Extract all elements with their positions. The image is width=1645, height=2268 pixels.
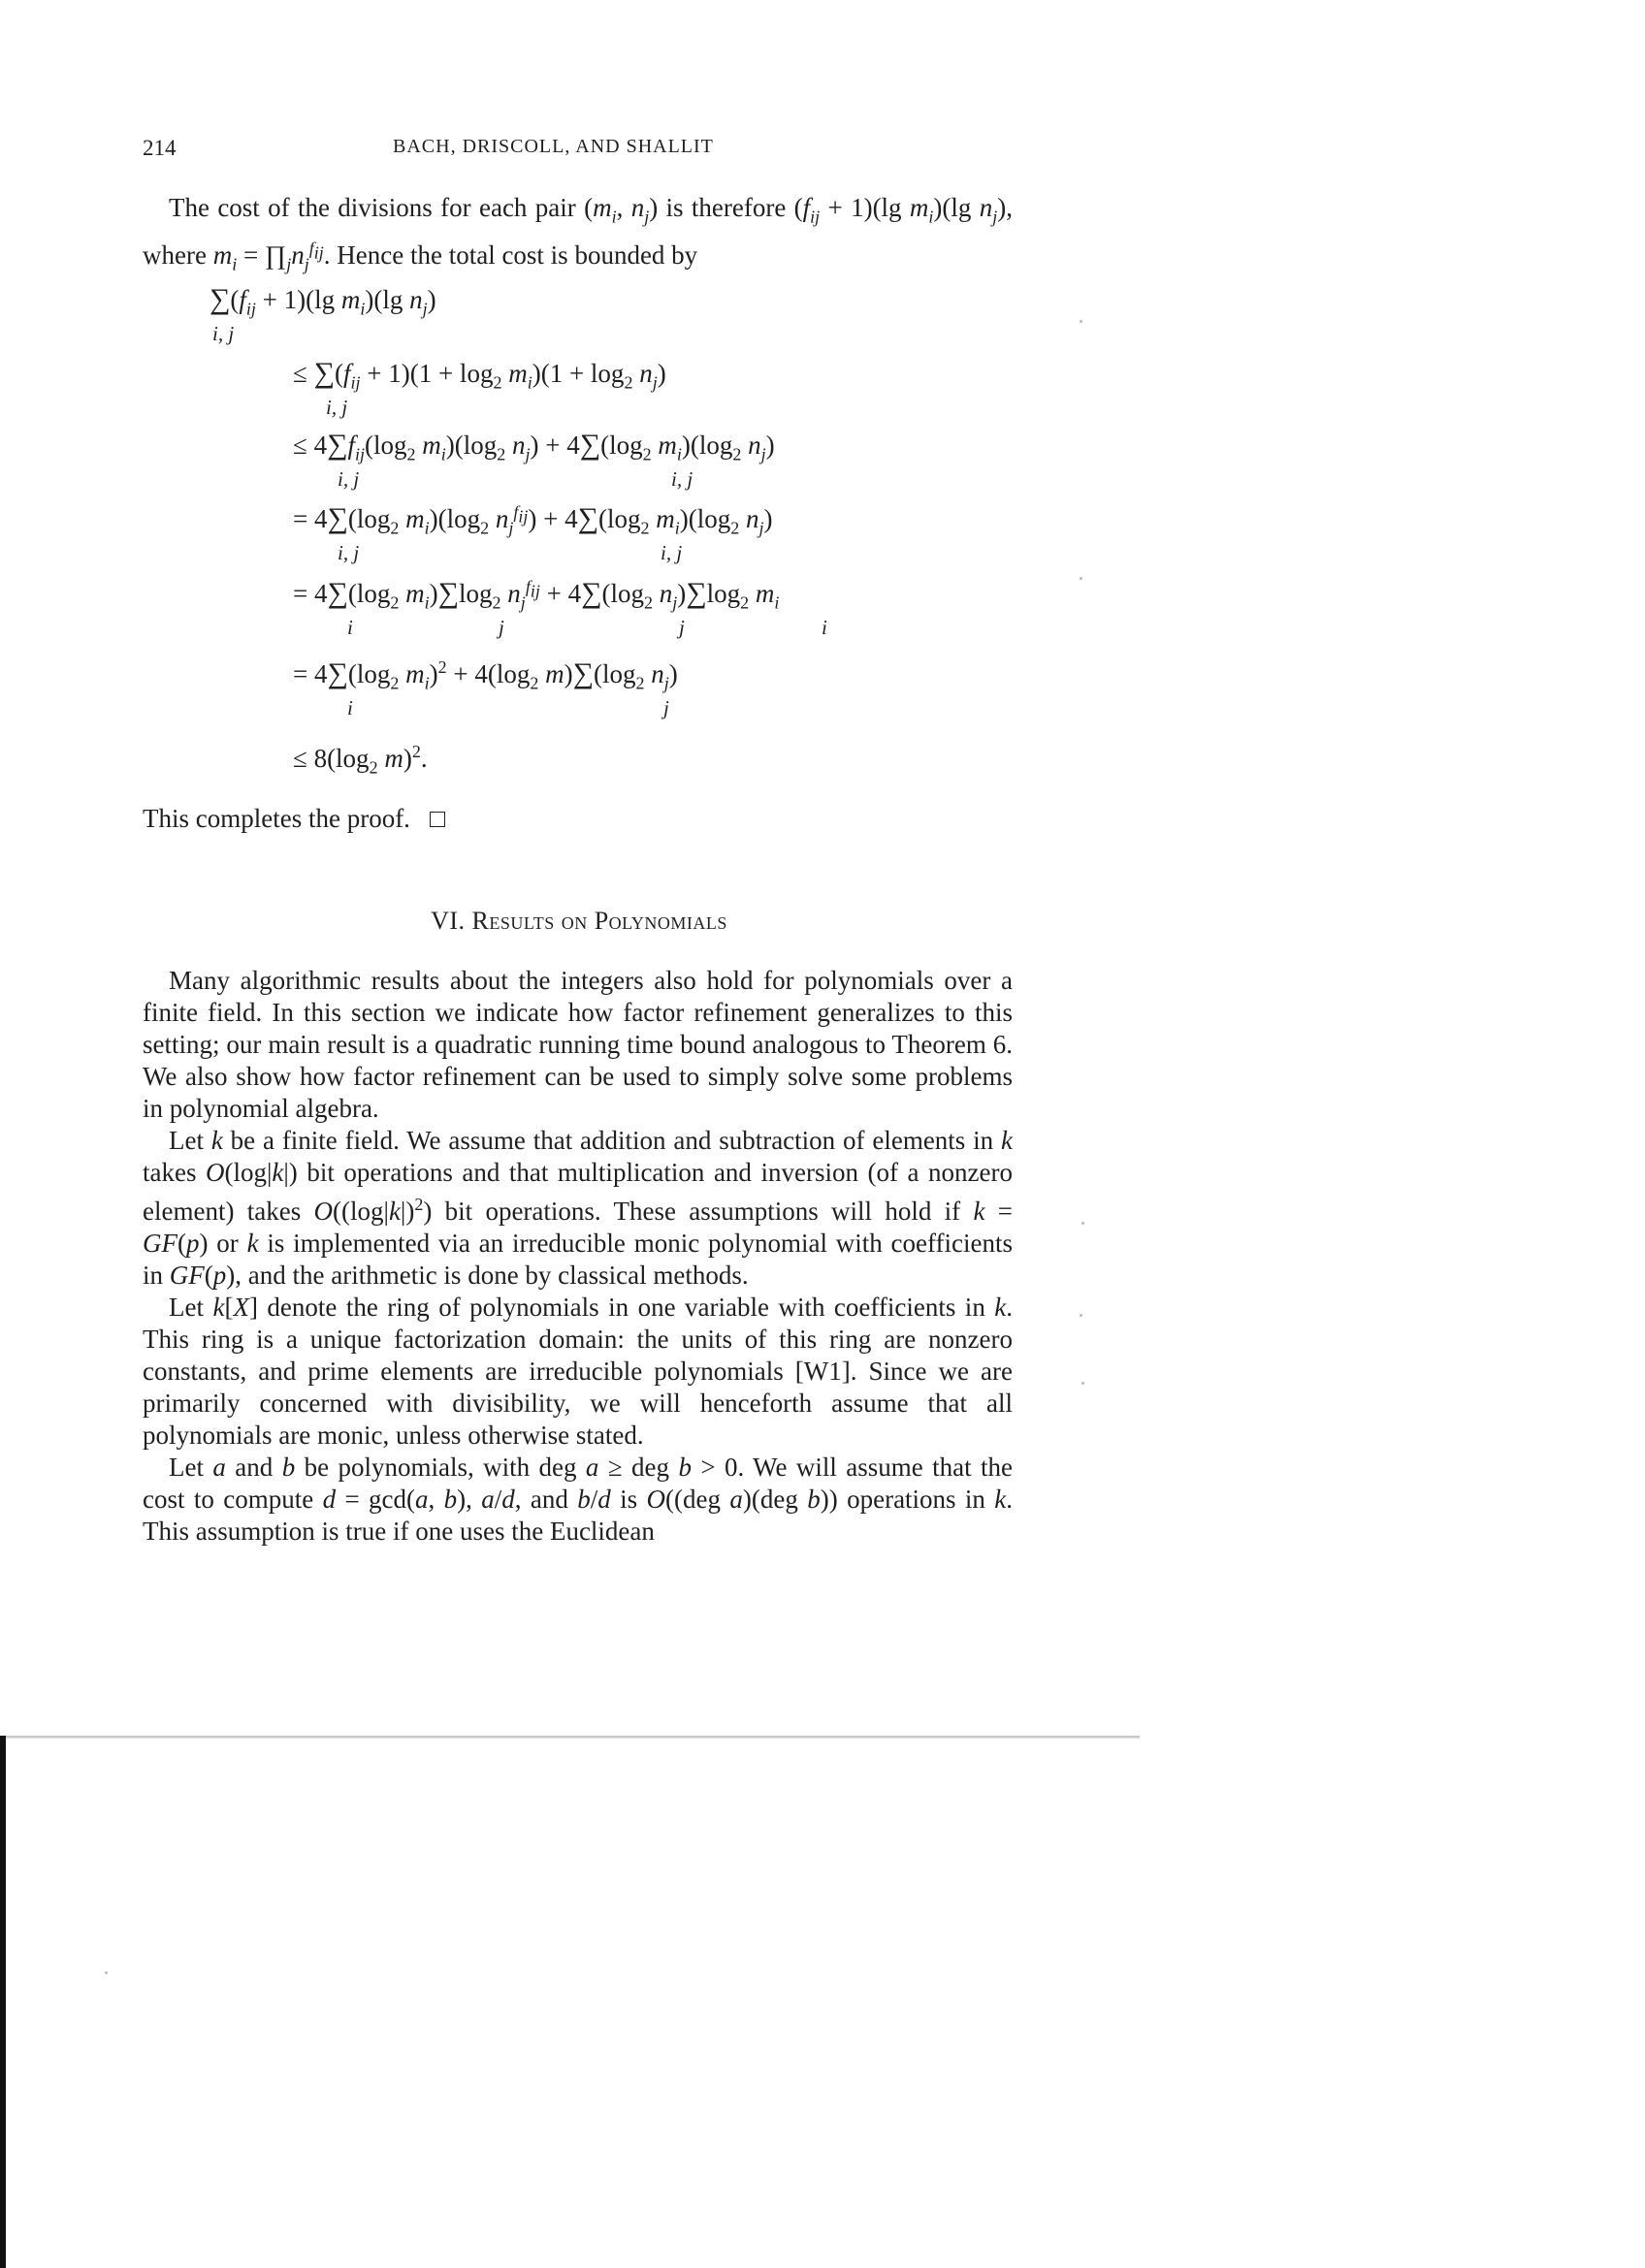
page-number: 214 [143, 136, 177, 160]
scan-speck [105, 1971, 108, 1974]
scan-border-vertical [0, 1736, 6, 2268]
proof-end: This completes the proof. [143, 803, 1013, 835]
equation-line-5: = $4\sum(\log_2$ $m_i)\sum\log_2$ $n_j^{f_{ij}} + 4\sum(\log_2$ $n_j)\sum\log_2$ $m_i$ i j j i [293, 577, 827, 639]
equation-line-1: $\sum(f_{ij} + 1)(\lg$ $m_i)(\lg$ $n_j$) i, j [210, 283, 436, 345]
scan-speck [1081, 1222, 1084, 1225]
paragraph-2: Let k be a finite field. We assume that addition and subtraction of elements in k takes O(log|k|) bit operations and that multiplication and inversion (of a nonzero element) takes $O((\log|k|)^2)$ bit operations. These assumptions will hold if k = GF(p) or k is implemented via an irreducible monic polynomial with coefficients in GF(p), and the arithmetic is done by classical methods. [143, 1126, 1013, 1290]
equation-line-2: ≤ $\sum(f_{ij} + 1)(1 + \log_2 m_i)(1 + \log_2 n_j)$ i, j [293, 357, 666, 419]
section-heading: VI. Results on Polynomials [431, 907, 727, 935]
scan-speck [1080, 320, 1082, 323]
scan-speck [1080, 1314, 1082, 1317]
scan-speck [1081, 1382, 1084, 1385]
equation-line-4: = $4\sum(\log_2$ $m_i)(\log_2$ $n_j^{f_{ij}}) + 4\sum(\log_2$ $m_i)(\log_2$ $n_j$) i, j i, j [293, 502, 773, 564]
paragraph-1: Many algorithmic results about the integers also hold for polynomials over a finite field. In this section we indicate how factor refinement generalizes to this setting; our main result is a quadratic running time bound analogous to Theorem 6. We also show how factor refinement can be used to simply solve some problems in polynomial algebra. [143, 966, 1013, 1123]
equation-line-3: ≤ $4\sum f_{ij}(\log_2$ $m_i)(\log_2$ $n_j) + 4\sum(\log_2$ $m_i)(\log_2$ $n_j$) i, j i, j [293, 429, 775, 491]
equation-line-7: ≤ $8(\log_2$ m)$^2$. [293, 742, 428, 778]
body-paragraphs [143, 965, 1013, 1548]
qed-box-icon [430, 812, 445, 827]
paragraph-3: Let k[X] denote the ring of polynomials in one variable with coefficients in k. This ring is a unique factorization domain: the units of this ring are nonzero constants, and prime elements are irreducible polynomials [W1]. Since we are primarily concerned with divisibility, we will henceforth assume that all polynomials are monic, unless otherwise stated. [143, 1293, 1014, 1450]
intro-paragraph: The cost of the divisions for each pair ($m_i$, $n_j$) is therefore $(f_{ij} + 1)(\lg$ $m_i)(\lg$ $n_j$), where $m_i$ = $\prod_jn_j^{f_{ij}}$. Hence the total cost is bounded by [143, 193, 1014, 274]
running-head [143, 136, 1016, 167]
equation-line-6: = $4\sum(\log_2$ $m_i)^2 + 4(\log_2$ $m)\sum(\log_2$ $n_j$) i j [293, 657, 678, 719]
paragraph-4: Let a and b be polynomials, with deg a ≥ deg b > 0. We will assume that the cost to compute d = gcd(a, b), a/d, and b/d is O((deg a)(deg b)) operations in k. This assumption is true if one uses the Euclidean [143, 1453, 1014, 1546]
scan-border-horizontal [0, 1736, 1140, 1739]
header-authors: BACH, DRISCOLL, AND SHALLIT [393, 136, 714, 157]
scan-speck [1080, 577, 1082, 580]
